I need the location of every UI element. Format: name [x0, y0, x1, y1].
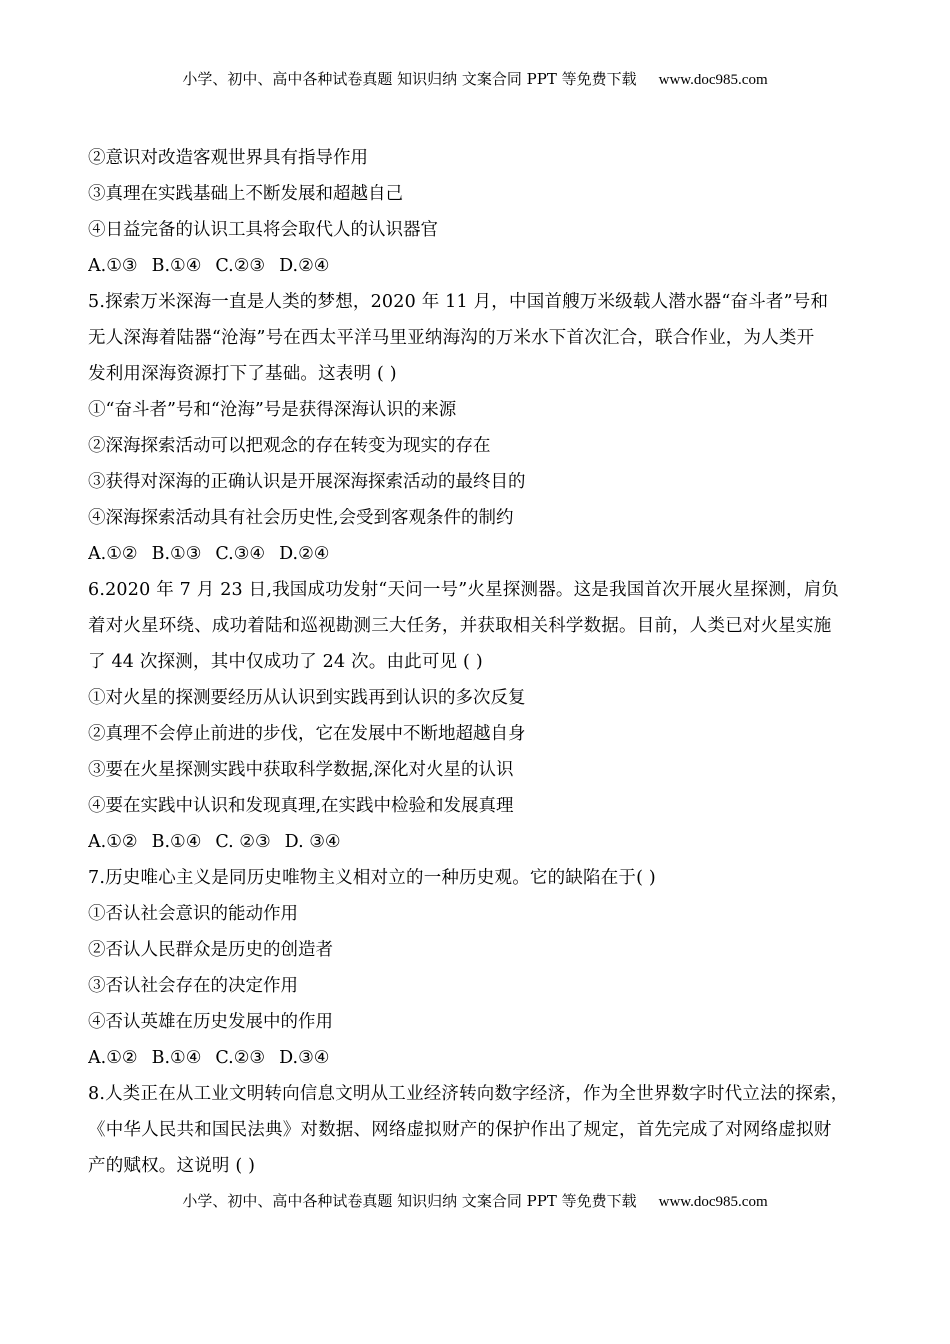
q6-option-d: D. ③④ — [284, 832, 341, 852]
question-4 — [88, 140, 908, 284]
q8-stem-line-3: 产的赋权。这说明 ( ) — [88, 1156, 256, 1176]
q6-option-c: C. ②③ — [215, 832, 271, 852]
q7-stem-line-1: 7.历史唯心主义是同历史唯物主义相对立的一种历史观。它的缺陷在于( ) — [88, 868, 656, 888]
q4-option-d: D.②④ — [279, 256, 330, 276]
q8-stem-line-1: 8.人类正在从工业文明转向信息文明从工业经济转向数字经济，作为全世界数字时代立法的探索， — [88, 1084, 849, 1104]
q6-options — [88, 824, 908, 860]
q6-stem-line-2: 着对火星环绕、成功着陆和巡视勘测三大任务，并获取相关科学数据。目前，人类已对火星实施 — [88, 616, 832, 636]
question-5 — [88, 284, 908, 572]
question-8 — [88, 1076, 908, 1184]
q7-item-2: ②否认人民群众是历史的创造者 — [88, 940, 333, 960]
q4-item-3: ③真理在实践基础上不断发展和超越自己 — [88, 184, 403, 204]
q7-option-c: C.②③ — [215, 1048, 266, 1068]
q4-option-a: A.①③ — [88, 256, 138, 276]
q7-option-a: A.①② — [88, 1048, 138, 1068]
q6-item-3: ③要在火星探测实践中获取科学数据,深化对火星的认识 — [88, 760, 514, 780]
q5-item-1: ①“奋斗者”号和“沧海”号是获得深海认识的来源 — [88, 400, 457, 420]
q4-option-c: C.②③ — [215, 256, 266, 276]
exam-content — [88, 140, 908, 1184]
q5-stem-line-2: 无人深海着陆器“沧海”号在西太平洋马里亚纳海沟的万米水下首次汇合，联合作业，为人类开 — [88, 328, 815, 348]
q6-stem-line-3: 了 44 次探测，其中仅成功了 24 次。由此可见 ( ) — [88, 652, 483, 672]
q4-option-b: B.①④ — [151, 256, 202, 276]
q5-stem-line-3: 发利用深海资源打下了基础。这表明 ( ) — [88, 364, 397, 384]
q5-option-a: A.①② — [88, 544, 138, 564]
q5-stem-line-1: 5.探索万米深海一直是人类的梦想，2020 年 11 月，中国首艘万米级载人潜水器“奋斗者”号和 — [88, 292, 829, 312]
q5-item-2: ②深海探索活动可以把观念的存在转变为现实的存在 — [88, 436, 491, 456]
q4-item-4: ④日益完备的认识工具将会取代人的认识器官 — [88, 220, 438, 240]
header-url[interactable]: www.doc985.com — [658, 72, 768, 88]
header-text: 小学、初中、高中各种试卷真题 知识归纳 文案合同 PPT 等免费下载 — [182, 70, 637, 88]
q5-option-c: C.③④ — [215, 544, 266, 564]
q5-option-d: D.②④ — [279, 544, 330, 564]
q4-options — [88, 248, 908, 284]
q8-stem-line-2: 《中华人民共和国民法典》对数据、网络虚拟财产的保护作出了规定，首先完成了对网络虚拟财 — [88, 1120, 832, 1140]
q6-item-1: ①对火星的探测要经历从认识到实践再到认识的多次反复 — [88, 688, 526, 708]
page-footer — [0, 1190, 950, 1211]
q6-option-b: B.①④ — [151, 832, 202, 852]
q6-stem-line-1: 6.2020 年 7 月 23 日,我国成功发射“天问一号”火星探测器。这是我国首次开展火星探测，肩负 — [88, 580, 840, 600]
q5-option-b: B.①③ — [151, 544, 202, 564]
footer-text: 小学、初中、高中各种试卷真题 知识归纳 文案合同 PPT 等免费下载 — [182, 1192, 637, 1210]
q6-item-4: ④要在实践中认识和发现真理,在实践中检验和发展真理 — [88, 796, 514, 816]
page-header — [0, 68, 950, 89]
q6-item-2: ②真理不会停止前进的步伐，它在发展中不断地超越自身 — [88, 724, 526, 744]
q5-item-3: ③获得对深海的正确认识是开展深海探索活动的最终目的 — [88, 472, 526, 492]
q6-option-a: A.①② — [88, 832, 138, 852]
q7-options — [88, 1040, 908, 1076]
question-6 — [88, 572, 908, 860]
q5-item-4: ④深海探索活动具有社会历史性,会受到客观条件的制约 — [88, 508, 514, 528]
q7-item-1: ①否认社会意识的能动作用 — [88, 904, 298, 924]
q7-item-3: ③否认社会存在的决定作用 — [88, 976, 298, 996]
q5-options — [88, 536, 908, 572]
question-7 — [88, 860, 908, 1076]
footer-url[interactable]: www.doc985.com — [658, 1194, 768, 1210]
q7-option-d: D.③④ — [279, 1048, 330, 1068]
q4-item-2: ②意识对改造客观世界具有指导作用 — [88, 148, 368, 168]
q7-option-b: B.①④ — [151, 1048, 202, 1068]
q7-item-4: ④否认英雄在历史发展中的作用 — [88, 1012, 333, 1032]
